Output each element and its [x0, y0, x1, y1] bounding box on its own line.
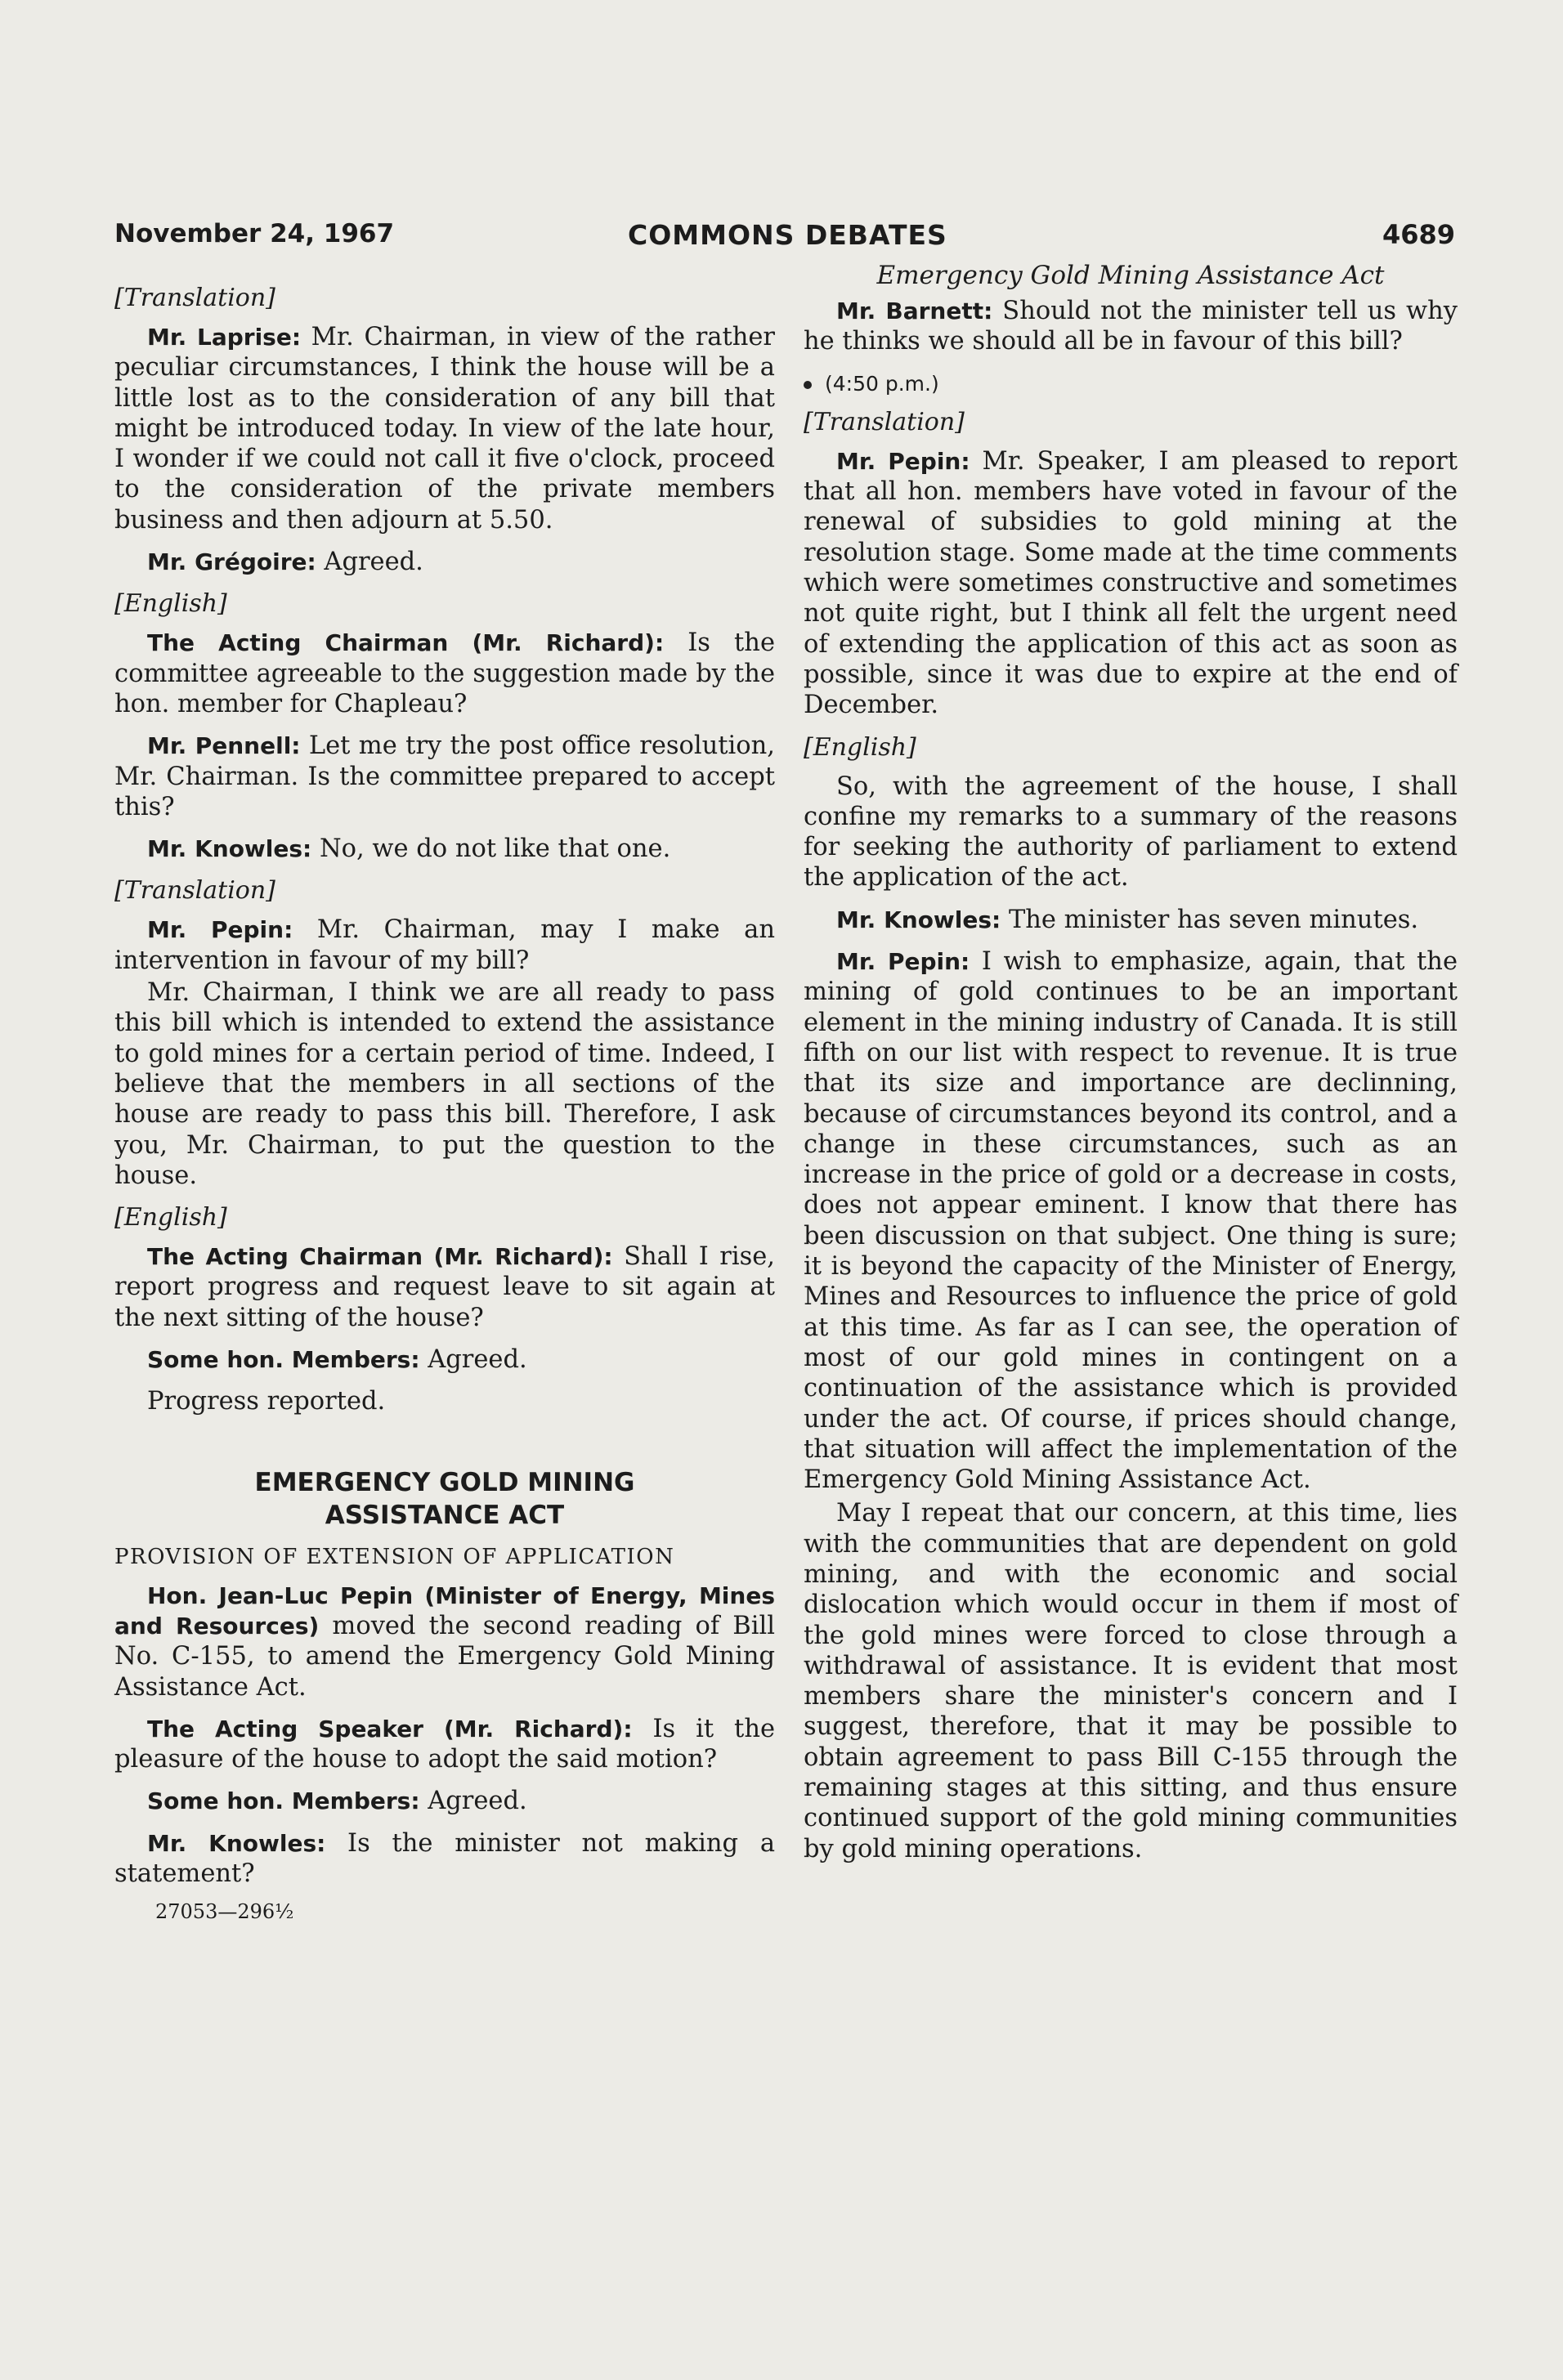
speech-text: I wish to emphasize, again, that the mining of gold continues to be an important element in the mining industry of Canada. It is still fifth on our list with respect to revenue. It is true that its size and importance are declinning, because of circumstances beyond its control, and a change in these circumstances, such as an increase in the price of gold or a decrease in costs, does not appear eminent. I know that there has been discussion on that subject. One thing is sure; it is beyond the capacity of the Minister of Energy, Mines and Resources to influence the price of gold at this time. As far as I can see, the operation of most of our gold mines in contingent on a continuation of the assistance which is provided under the act. Of course, if prices should change, that situation will affect the implementation of the Emergency Gold Mining Assistance Act.: [804, 947, 1458, 1495]
speech-text: Agreed.: [419, 1787, 527, 1816]
language-marker: [English]: [804, 732, 916, 762]
page-header: [114, 219, 1455, 260]
speaker-name: Some hon. Members:: [147, 1787, 420, 1815]
speech-text: Mr. Chairman, in view of the rather peculiar circumstances, I think the house will be a little lost as to the consideration of any bill that might be introduced today. In view of the late hour, I wonder if we could not call it five o'clock, proceed to the consideration of the private members business and then adjourn at 5.50.: [114, 323, 775, 535]
language-marker: [Translation]: [114, 284, 275, 312]
speech-text: Agreed.: [419, 1345, 527, 1375]
speech-text: Shall I rise, report progress and request leave to sit again at the next sitting of the house?: [114, 1242, 775, 1332]
speech-text: The minister has seven minutes.: [1001, 905, 1419, 934]
language-marker: [English]: [114, 589, 227, 619]
speech-text: moved the second reading of Bill No. C-155, to amend the Emergency Gold Mining Assistance Act.: [114, 1611, 775, 1702]
speaker-name: Mr. Barnett:: [836, 298, 993, 324]
paragraph: [114, 1828, 775, 1890]
paragraph: [114, 1714, 775, 1775]
speech-text: No, we do not like that one.: [311, 834, 671, 864]
section-subheading: PROVISION OF EXTENSION OF APPLICATION: [114, 1544, 675, 1569]
paragraph: [804, 905, 1458, 935]
speaker-name: Some hon. Members:: [147, 1346, 420, 1374]
paragraph: [114, 322, 775, 535]
speaker-name: Mr. Pepin:: [147, 916, 293, 944]
paragraph: [114, 1241, 775, 1333]
paragraph: [804, 946, 1458, 1495]
speaker-name: Mr. Pepin:: [836, 948, 970, 976]
speech-text: Is the minister not making a statement?: [114, 1828, 776, 1888]
paragraph: May I repeat that our concern, at this time, lies with the communities that are dependent on gold mining, and with the economic and social dislocation which would occur in them if most of the gold mines were forced to close through a withdrawal of assistance. It is evident that most members share the minister's concern and I suggest, therefore, that it may be possible to obtain agreement to pass Bill C-155 through the remaining stages at this sitting, and thus ensure continued support of the gold mining communities by gold mining operations.: [804, 1499, 1458, 1863]
left-column: [114, 260, 775, 1923]
speaker-name: Mr. Pepin:: [836, 447, 970, 475]
header-page-number: 4689: [1382, 219, 1455, 250]
section-heading-line: EMERGENCY GOLD MINING: [254, 1467, 635, 1497]
language-marker: [Translation]: [114, 876, 275, 906]
speaker-name: Mr. Knowles:: [147, 1829, 326, 1857]
bullet-icon: [804, 381, 812, 389]
header-date: November 24, 1967: [114, 219, 395, 248]
running-subheading: Emergency Gold Mining Assistance Act: [876, 261, 1385, 290]
paragraph: [114, 834, 775, 864]
paragraph: Progress reported.: [147, 1387, 386, 1416]
speaker-name: Mr. Laprise:: [147, 324, 302, 351]
paragraph: [114, 1344, 775, 1375]
right-column: [804, 260, 1458, 1876]
paragraph: [804, 446, 1458, 721]
language-marker: [English]: [114, 1203, 227, 1232]
time-stamp: [804, 369, 1458, 399]
paragraph: [114, 915, 775, 976]
header-title: COMMONS DEBATES: [628, 219, 947, 251]
speech-text: Mr. Chairman, may I make an intervention in favour of my bill?: [114, 915, 775, 975]
paragraph: [114, 1581, 775, 1702]
paragraph: [114, 1786, 775, 1816]
time-text: (4:50 p.m.): [825, 371, 939, 396]
speaker-name: The Acting Speaker (Mr. Richard):: [147, 1715, 633, 1742]
paragraph: [114, 547, 775, 577]
footer-code: 27053—296½: [155, 1900, 294, 1924]
paragraph: [114, 731, 775, 822]
speaker-name: Mr. Pennell:: [147, 732, 301, 760]
speech-text: Is it the pleasure of the house to adopt the said motion?: [114, 1714, 776, 1774]
speech-text: Let me try the post office resolution, Mr. Chairman. Is the committee prepared to accept this?: [114, 731, 776, 821]
speech-text: Should not the minister tell us why he thinks we should all be in favour of this bill?: [804, 297, 1458, 356]
section-heading-line: ASSISTANCE ACT: [325, 1500, 565, 1530]
speaker-name: Mr. Grégoire:: [147, 548, 316, 576]
speech-text: Mr. Speaker, I am pleased to report that all hon. members have voted in favour of the renewal of subsidies to gold mining at the resolution stage. Some made at the time comments which were sometimes constructive and sometimes not quite right, but I think all felt the urgent need of extending the application of this act as soon as possible, since it was due to expire at the end of December.: [804, 446, 1458, 720]
paragraph: Mr. Chairman, I think we are all ready to pass this bill which is intended to extend the assistance to gold mines for a certain period of time. Indeed, I believe that the members in all sections of the house are ready to pass this bill. Therefore, I ask you, Mr. Chairman, to put the question to the house.: [114, 978, 775, 1190]
paragraph: So, with the agreement of the house, I shall confine my remarks to a summary of the reasons for seeking the authority of parliament to extend the application of the act.: [804, 772, 1458, 892]
speaker-name: Mr. Knowles:: [836, 906, 1001, 933]
paragraph: [804, 296, 1458, 357]
section-heading: [114, 1466, 775, 1532]
speaker-name: Mr. Knowles:: [147, 835, 312, 863]
speaker-name: The Acting Chairman (Mr. Richard):: [147, 1243, 613, 1271]
speaker-name: The Acting Chairman (Mr. Richard):: [147, 629, 665, 657]
speech-text: Is the committee agreeable to the suggestion made by the hon. member for Chapleau?: [114, 629, 775, 718]
paragraph: [114, 628, 775, 719]
speaker-name: Hon. Jean-Luc Pepin (Minister of Energy, Mines and Resources): [114, 1581, 775, 1640]
speech-text: Agreed.: [316, 548, 423, 577]
language-marker: [Translation]: [804, 407, 965, 436]
